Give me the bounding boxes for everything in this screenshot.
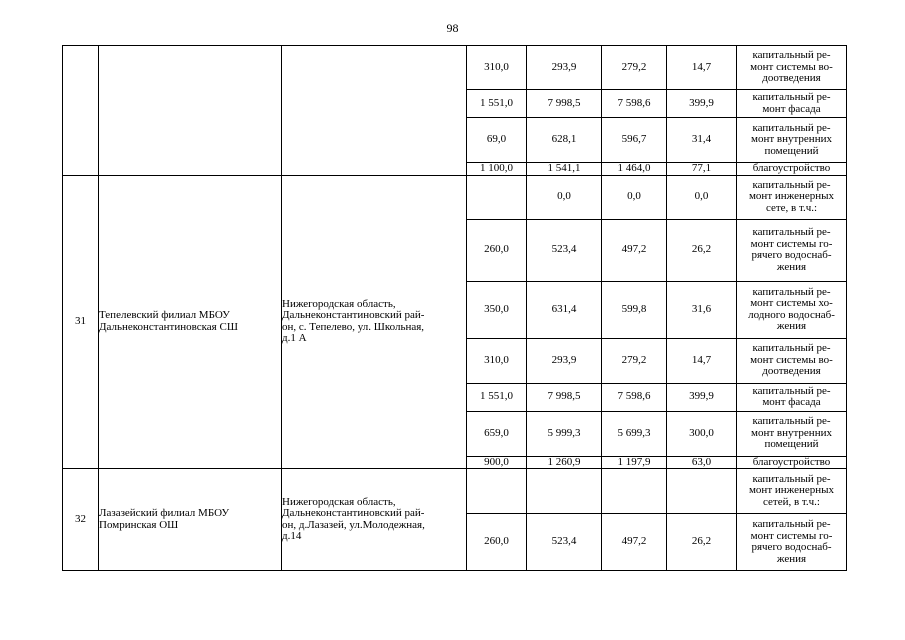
work-type-line: монт системы во-: [750, 353, 833, 366]
address-line: он, д.Лазазей, ул.Молодежная,: [282, 518, 425, 531]
work-type-cell: [737, 90, 847, 118]
address-cell: [282, 175, 467, 469]
work-type-cell: [737, 163, 847, 176]
work-type-line: монт внутренних: [751, 426, 832, 439]
address-line: он, с. Тепелево, ул. Школьная,: [282, 320, 425, 333]
value-cell-4: 26,2: [667, 514, 737, 571]
work-type-cell: [737, 456, 847, 469]
work-type-line: монт внутренних: [751, 133, 832, 146]
work-type-line: благоустройство: [752, 162, 831, 174]
work-type-line: рячего водоснаб-: [751, 249, 832, 261]
value-cell-1: 900,0: [467, 456, 527, 469]
value-cell-1: 1 551,0: [467, 383, 527, 411]
value-cell-3: 596,7: [602, 118, 667, 163]
value-cell-3: 279,2: [602, 46, 667, 90]
address-line: д.14: [282, 530, 302, 542]
value-cell-4: 63,0: [667, 456, 737, 469]
value-cell-1: 260,0: [467, 514, 527, 571]
value-cell-3: 0,0: [602, 175, 667, 219]
address-line: Нижегородская область,: [282, 297, 396, 310]
work-type-line: капитальный ре-: [752, 472, 831, 485]
value-cell-3: 279,2: [602, 338, 667, 383]
work-type-cell: [737, 338, 847, 383]
value-cell-3: 5 699,3: [602, 411, 667, 456]
row-number-cell: [63, 46, 99, 176]
work-type-line: монт системы во-: [750, 60, 833, 73]
school-name-line: Дальнеконстантиновская СШ: [99, 320, 238, 333]
value-cell-4: 300,0: [667, 411, 737, 456]
work-type-line: жения: [776, 320, 807, 332]
school-name-line: Тепелевский филиал МБОУ: [99, 309, 230, 322]
value-cell-2: 523,4: [527, 514, 602, 571]
work-type-cell: [737, 175, 847, 219]
table-row: [63, 46, 847, 90]
value-cell-2: 523,4: [527, 219, 602, 281]
row-number-cell: 32: [63, 469, 99, 571]
address-line: Дальнеконстантиновский рай-: [282, 309, 425, 322]
value-cell-1: 659,0: [467, 411, 527, 456]
value-cell-4: 0,0: [667, 175, 737, 219]
value-cell-2: 0,0: [527, 175, 602, 219]
work-type-line: капитальный ре-: [752, 91, 831, 103]
school-name-cell: [99, 46, 282, 176]
value-cell-1: 310,0: [467, 338, 527, 383]
work-type-line: сетей, в т.ч.:: [763, 495, 820, 508]
value-cell-2: [527, 469, 602, 514]
works-table: [62, 45, 847, 571]
address-line: Дальнеконстантиновский рай-: [282, 507, 425, 519]
value-cell-3: 7 598,6: [602, 383, 667, 411]
page-number: 98: [446, 21, 459, 35]
work-type-line: капитальный ре-: [752, 178, 831, 191]
work-type-cell: [737, 469, 847, 514]
address-cell: [282, 469, 467, 571]
value-cell-1: 310,0: [467, 46, 527, 90]
work-type-line: доотведения: [762, 72, 821, 85]
address-line: Нижегородская область,: [282, 495, 396, 508]
work-type-line: монт системы го-: [750, 529, 833, 542]
work-type-line: капитальный ре-: [752, 384, 831, 397]
school-name-line: Лазазейский филиал МБОУ: [99, 507, 230, 519]
work-type-line: сете, в т.ч.:: [765, 201, 818, 214]
work-type-line: жения: [776, 260, 807, 273]
work-type-line: монт системы хо-: [750, 297, 833, 309]
value-cell-1: 350,0: [467, 281, 527, 338]
value-cell-2: 7 998,5: [527, 383, 602, 411]
work-type-cell: [737, 281, 847, 338]
work-type-cell: [737, 383, 847, 411]
work-type-line: капитальный ре-: [752, 342, 831, 355]
work-type-line: капитальный ре-: [752, 226, 831, 238]
work-type-line: капитальный ре-: [752, 285, 831, 298]
work-type-line: монт инженерных: [748, 190, 835, 203]
work-type-line: благоустройство: [752, 456, 831, 468]
work-type-line: доотведения: [762, 365, 821, 378]
work-type-line: помещений: [764, 438, 819, 451]
work-type-line: капитальный ре-: [752, 518, 831, 530]
work-type-line: капитальный ре-: [752, 415, 831, 428]
value-cell-2: 5 999,3: [527, 411, 602, 456]
value-cell-2: 1 541,1: [527, 163, 602, 176]
value-cell-4: 31,4: [667, 118, 737, 163]
value-cell-3: 599,8: [602, 281, 667, 338]
school-name-cell: [99, 175, 282, 469]
value-cell-4: [667, 469, 737, 514]
work-type-cell: [737, 219, 847, 281]
value-cell-4: 399,9: [667, 383, 737, 411]
value-cell-4: 14,7: [667, 338, 737, 383]
table-row: [63, 469, 847, 514]
address-cell: [282, 46, 467, 176]
value-cell-3: 1 464,0: [602, 163, 667, 176]
value-cell-2: 293,9: [527, 46, 602, 90]
value-cell-4: 77,1: [667, 163, 737, 176]
value-cell-4: 26,2: [667, 219, 737, 281]
value-cell-2: 7 998,5: [527, 90, 602, 118]
value-cell-4: 31,6: [667, 281, 737, 338]
work-type-line: монт фасада: [762, 102, 821, 115]
value-cell-1: 1 100,0: [467, 163, 527, 176]
work-type-line: монт инженерных: [748, 484, 835, 497]
table-row: [63, 175, 847, 219]
work-type-line: помещений: [764, 144, 819, 157]
work-type-cell: [737, 46, 847, 90]
value-cell-2: 631,4: [527, 281, 602, 338]
value-cell-2: 628,1: [527, 118, 602, 163]
value-cell-3: 497,2: [602, 514, 667, 571]
row-number-cell: 31: [63, 175, 99, 469]
value-cell-2: 293,9: [527, 338, 602, 383]
address-line: д.1 А: [282, 332, 307, 345]
work-type-cell: [737, 514, 847, 571]
value-cell-3: [602, 469, 667, 514]
work-type-line: жения: [776, 552, 807, 565]
value-cell-4: 14,7: [667, 46, 737, 90]
work-type-line: рячего водоснаб-: [751, 541, 832, 553]
value-cell-1: 1 551,0: [467, 90, 527, 118]
value-cell-3: 7 598,6: [602, 90, 667, 118]
work-type-line: монт системы го-: [750, 237, 833, 250]
value-cell-2: 1 260,9: [527, 456, 602, 469]
work-type-cell: [737, 411, 847, 456]
work-type-line: лодного водоснаб-: [748, 308, 835, 321]
school-name-line: Помринская ОШ: [99, 518, 179, 531]
value-cell-1: [467, 469, 527, 514]
value-cell-1: 69,0: [467, 118, 527, 163]
work-type-line: капитальный ре-: [752, 121, 831, 134]
value-cell-1: 260,0: [467, 219, 527, 281]
work-type-cell: [737, 118, 847, 163]
value-cell-3: 1 197,9: [602, 456, 667, 469]
value-cell-4: 399,9: [667, 90, 737, 118]
value-cell-3: 497,2: [602, 219, 667, 281]
school-name-cell: [99, 469, 282, 571]
work-type-line: капитальный ре-: [752, 49, 831, 62]
work-type-line: монт фасада: [762, 396, 821, 408]
value-cell-1: [467, 175, 527, 219]
